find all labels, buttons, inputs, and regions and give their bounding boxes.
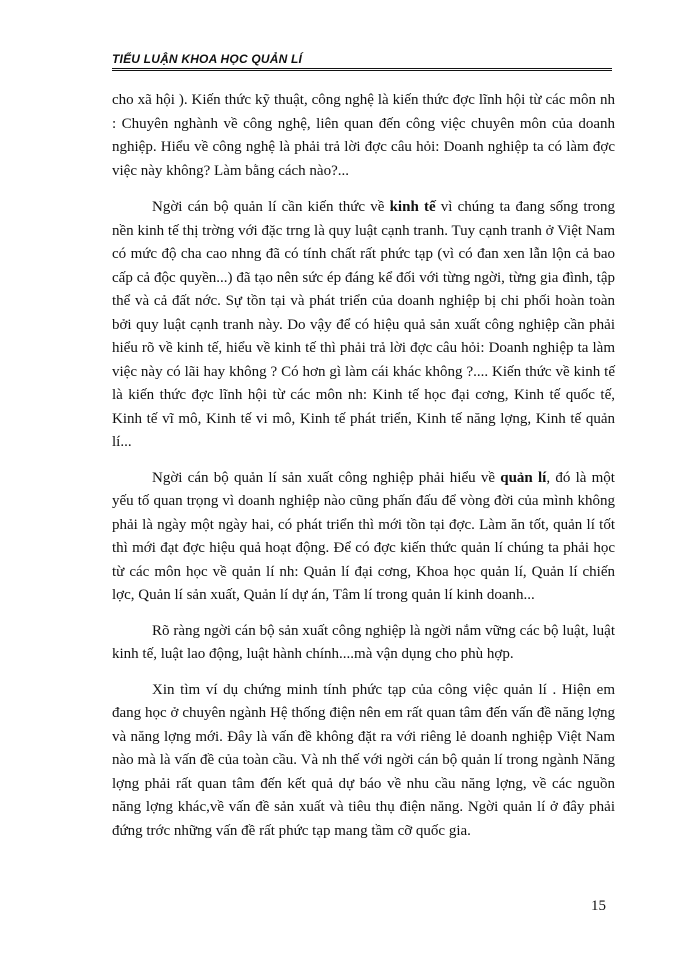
- paragraph-4: Rõ ràng ngời cán bộ sản xuất công nghiệp là ngời nắm vững các bộ luật, luật kinh tế, luật lao động, luật hành chính....mà vận dụng cho phù hợp.: [112, 622, 615, 662]
- paragraph-2-bold-term: kinh tế: [389, 199, 436, 215]
- body-text: [112, 89, 615, 855]
- paragraph-2: [112, 196, 615, 455]
- paragraph-2-text-b: vì chúng ta đang sống trong nền kinh tế thị trờng với đặc trng là quy luật cạnh tranh. Tuy cạnh tranh ở Việt Nam có mức độ cha cao nhng đã có tính chất rất phức tạp (vì có đan xen lẫn lộn cả bao cấp cả độc quyền...) đã tạo nên sức ép đáng kể đối với từng ngời, từng gia đình, tập thể và cả đất nớc. Sự tồn tại và phát triển của doanh nghiệp bị chi phối hoàn toàn bởi quy luật cạnh tranh này. Do vậy để có hiệu quả sản xuất công nghiệp cần phải hiểu rõ về kinh tế, hiểu về kinh tế thì phải trả lời đợc câu hỏi: Doanh nghiệp ta làm việc này có lãi hay không ? Có hơn gì làm cái khác không ?.... Kiến thức về kinh tế là kiến thức đợc lĩnh hội từ các môn nh: Kinh tế học đại cơng, Kinh tế quốc tế, Kinh tế vĩ mô, Kinh tế vi mô, Kinh tế phát triển, Kinh tế năng lợng, Kinh tế quản lí...: [112, 199, 615, 450]
- paragraph-3-text-a: Ngời cán bộ quản lí sản xuất công nghiệp phải hiểu về: [152, 469, 501, 486]
- paragraph-3-bold-term: quản lí: [500, 469, 547, 486]
- paragraph-5: Xin tìm ví dụ chứng minh tính phức tạp của công việc quản lí . Hiện em đang học ở chuyên ngành Hệ thống điện nên em rất quan tâm đến vấn đề năng lợng và năng lợng mới. Đây là vấn đề không đặt ra với riêng lẻ doanh nghiệp Việt Nam nào mà là vấn đề của toàn cầu. Và nh thế với ngời cán bộ quản lí trong ngành Năng lợng phải rất quan tâm đến kết quả dự báo về nhu cầu năng lợng, về các nguồn năng lợng khác,về vấn đề sản xuất và tiêu thụ điện năng. Ngời quản lí ở đây phải đứng trớc những vấn đề rất phức tạp mang tầm cỡ quốc gia.: [112, 681, 615, 839]
- page-header: [112, 52, 612, 71]
- paragraph-3: [112, 467, 615, 608]
- page-number: 15: [591, 898, 606, 914]
- paragraph-2-text-a: Ngời cán bộ quản lí cần kiến thức về: [152, 199, 390, 215]
- header-title: TIỂU LUẬN KHOA HỌC QUẢN LÍ: [112, 52, 303, 66]
- paragraph-3-text-b: , đó là một yếu tố quan trọng vì doanh nghiệp nào cũng phấn đấu để vòng đời của mình không phải là ngày một ngày hai, có phát triển thì mới tồn tại đợc. Làm ăn tốt, quản lí tốt thì mới đạt đợc hiệu quả hoạt động. Để có đợc kiến thức quản lí chúng ta phải học từ các môn học về quản lí nh: Quản lí đại cơng, Khoa học quản lí, Quản lí chiến lợc, Quản lí sản xuất, Quản lí dự án, Tâm lí trong quản lí kinh doanh...: [112, 469, 615, 603]
- paragraph-1: cho xã hội ). Kiến thức kỹ thuật, công nghệ là kiến thức đợc lĩnh hội từ các môn nh : Chuyên nghành về công nghệ, liên quan đến công việc chuyên môn của doanh nghiệp. Hiểu về công nghệ là phải trả lời đợc câu hỏi: Doanh nghiệp ta có làm đợc việc này không? Làm bằng cách nào?...: [112, 92, 615, 179]
- header-rule: [112, 68, 612, 71]
